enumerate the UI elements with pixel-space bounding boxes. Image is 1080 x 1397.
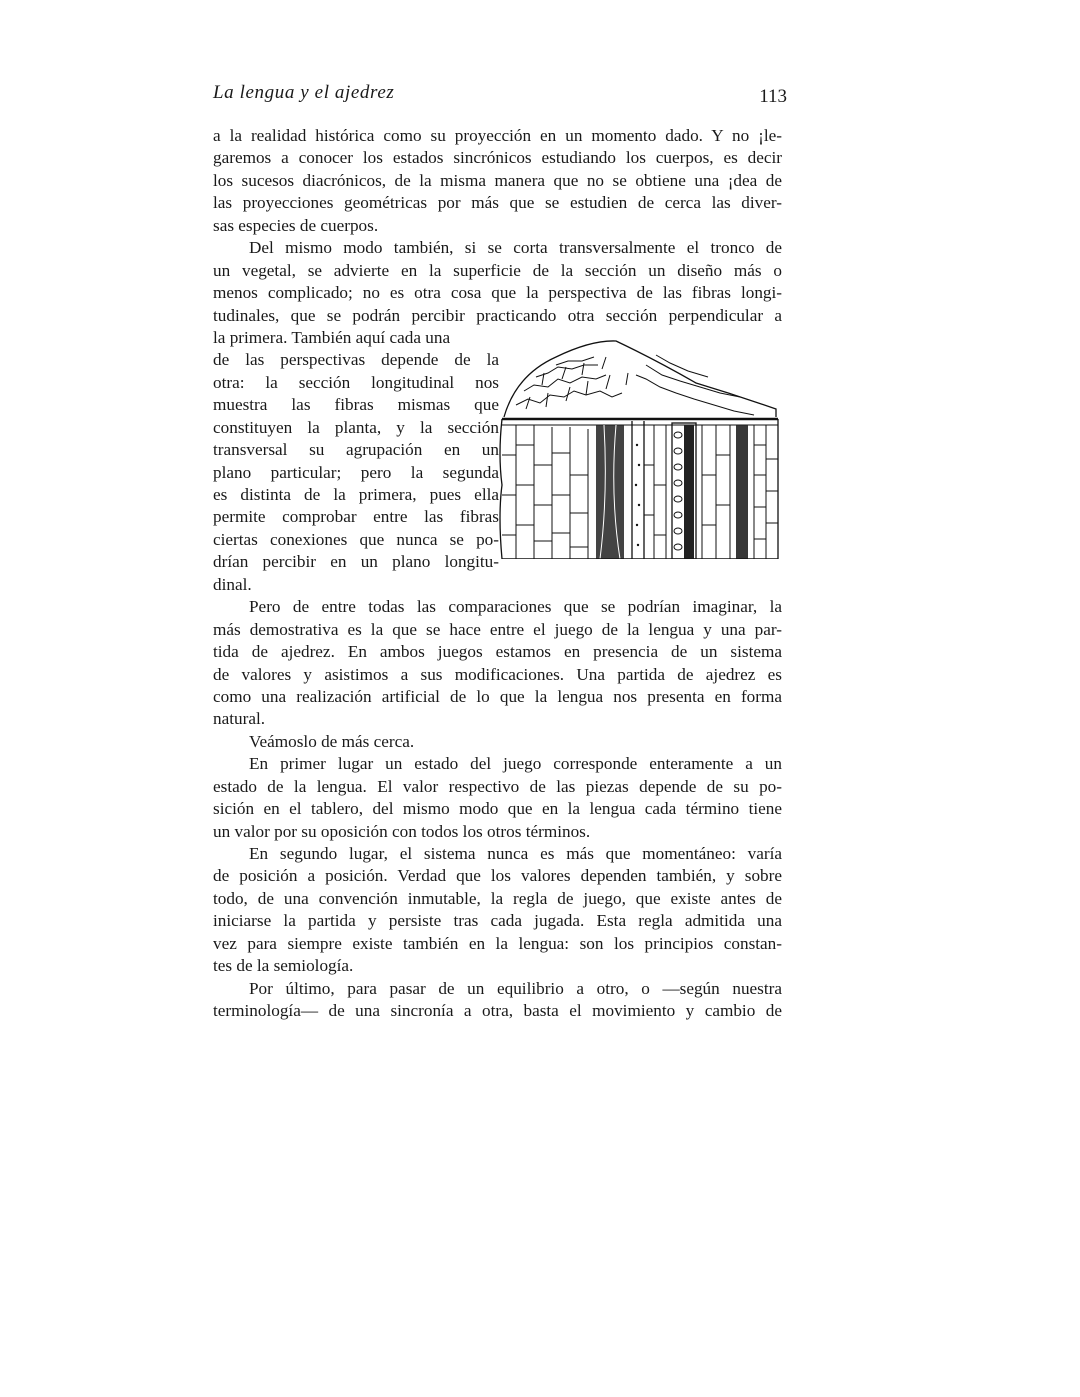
text-line: es distinta de la primera, pues ella <box>213 485 499 504</box>
plant-stem-cross-section-icon <box>496 335 786 559</box>
text-line: vez para siempre existe también en la lengua: son los principios constan- <box>213 933 782 953</box>
text-line: En primer lugar un estado del juego corresponde enteramente a un <box>249 754 782 774</box>
text-line: de posición a posición. Verdad que los valores dependen también, y sobre <box>213 866 782 886</box>
text-line: permite comprobar entre las fibras <box>213 507 499 527</box>
text-line: transversal su agrupación en un <box>213 440 499 460</box>
text-line: un valor por su oposición con todos los otros términos. <box>213 821 591 841</box>
text-line: de valores y asistimos a sus modificaciones. Una partida de ajedrez es <box>213 664 782 684</box>
text-line: tudinales, que se podrán percibir practicando otra sección perpendicular a <box>213 305 782 325</box>
text-line: drían percibir en un plano longitu- <box>213 552 499 572</box>
text-line: En segundo lugar, el sistema nunca es más que momentáneo: varía <box>249 844 782 863</box>
text-line: las proyecciones geométricas por más que se estudien de cerca las diver- <box>213 193 782 213</box>
text-line: iniciarse la partida y persiste tras cada jugada. Esta regla admitida una <box>213 911 782 931</box>
figure-wrap-area <box>213 327 782 596</box>
text-line: estado de la lengua. El valor respectivo de las piezas depende de su po- <box>213 776 782 796</box>
text-line: tes de la semiología. <box>213 956 354 976</box>
text-line: menos complicado; no es otra cosa que la perspectiva de las fibras longi- <box>213 283 782 303</box>
text-line: muestra las fibras mismas que <box>213 395 499 415</box>
text-line: ciertas conexiones que nunca se po- <box>213 529 499 549</box>
text-line: garemos a conocer los estados sincrónicos estudiando los cuerpos, es decir <box>213 148 782 168</box>
body-text <box>213 125 782 1023</box>
chapter-title: La lengua y el ajedrez <box>213 82 395 103</box>
text-line: como una realización artificial de lo que la lengua nos presenta en forma <box>213 686 782 706</box>
text-line: Veámoslo de más cerca. <box>249 731 415 751</box>
text-line: otra: la sección longitudinal nos <box>213 372 499 392</box>
text-line: de las perspectivas depende de la <box>213 350 499 370</box>
text-line: Por último, para pasar de un equilibrio a otro, o —según nuestra <box>249 978 782 998</box>
text-line: un vegetal, se advierte en la superficie de la sección un diseño más o <box>213 260 782 280</box>
text-line: terminología— de una sincronía a otra, basta el movimiento y cambio de <box>213 1001 782 1021</box>
text-line: todo, de una convención inmutable, la regla de juego, que existe antes de <box>213 888 782 908</box>
text-line: sas especies de cuerpos. <box>213 215 379 235</box>
text-line: constituyen la planta, y la sección <box>213 417 499 437</box>
text-line: más demostrativa es la que se hace entre el juego de la lengua y una par- <box>213 619 782 639</box>
text-line: los sucesos diacrónicos, de la misma manera que no se obtiene una ¡dea de <box>213 170 782 190</box>
page-number: 113 <box>759 86 787 107</box>
text-line: tida de ajedrez. En ambos juegos estamos en presencia de un sistema <box>213 642 782 662</box>
text-line: natural. <box>213 709 266 729</box>
text-line: Pero de entre todas las comparaciones que se podrían imaginar, la <box>249 597 782 617</box>
text-line: Del mismo modo también, si se corta transversalmente el tronco de <box>249 238 782 258</box>
text-line: sición en el tablero, del mismo modo que en la lengua cada término tiene <box>213 799 782 819</box>
text-line: a la realidad histórica como su proyección en un momento dado. Y no ¡le- <box>213 126 782 145</box>
text-line: plano particular; pero la segunda <box>213 462 499 482</box>
plant-stem-illustration <box>496 335 786 559</box>
running-head <box>213 82 787 110</box>
text-line: dinal. <box>213 574 252 594</box>
text-line: la primera. También aquí cada una <box>213 327 451 347</box>
